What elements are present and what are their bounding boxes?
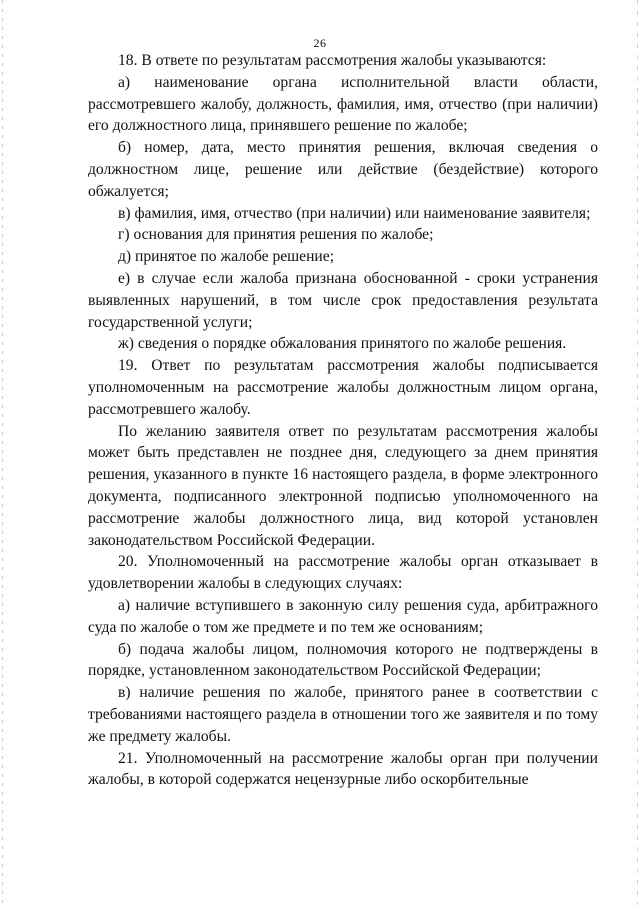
- paragraph-21: 21. Уполномоченный на рассмотрение жалобы орган при получении жалобы, в которой содержатся нецензурные либо оскорбительные: [88, 749, 598, 789]
- paragraph-18-d: д) принятое по жалобе решение;: [118, 248, 335, 266]
- page-number: 26: [313, 36, 327, 50]
- scan-edge-right: [637, 0, 638, 905]
- paragraph-20-heading: 20. Уполномоченный на рассмотрение жалобы орган отказывает в удовлетворении жалобы в следующих случаях:: [88, 553, 598, 593]
- paragraph-18-b: б) номер, дата, место принятия решения, включая сведения о должностном лице, решение или действие (бездействие) которого обжалуется;: [88, 139, 598, 200]
- paragraph-18-g: г) основания для принятия решения по жалобе;: [118, 226, 434, 244]
- paragraph-19-electronic: По желанию заявителя ответ по результатам рассмотрения жалобы может быть представлен не позднее дня, следующего за днем принятия решения, указанного в пункте 16 настоящего раздела, в форме электронного документа, подписанного электронной подписью уполномоченного на рассмотрение жалобы должностного лица, вид которой установлен законодательством Российской Федерации.: [88, 422, 598, 549]
- paragraph-20-a: а) наличие вступившего в законную силу решения суда, арбитражного суда по жалобе о том же предмете и по тем же основаниям;: [88, 596, 598, 636]
- paragraph-18-a: а) наименование органа исполнительной власти области, рассмотревшего жалобу, должность, фамилия, имя, отчество (при наличии) его должностного лица, принявшего решение по жалобе;: [88, 73, 598, 135]
- paragraph-18-heading: 18. В ответе по результатам рассмотрения жалобы указываются:: [118, 52, 547, 69]
- paragraph-20-v: в) наличие решения по жалобе, принятого ранее в соответствии с требованиями настоящего раздела в отношении того же заявителя и по тому же предмету жалобы.: [88, 684, 598, 745]
- paragraph-18-v: в) фамилия, имя, отчество (при наличии) или наименование заявителя;: [118, 204, 591, 222]
- document-body: [88, 50, 598, 791]
- scan-edge-left: [2, 0, 3, 905]
- paragraph-18-e: е) в случае если жалоба признана обоснованной - сроки устранения выявленных нарушений, в том числе срок предоставления результата государственной услуги;: [88, 269, 598, 331]
- paragraph-18-zh: ж) сведения о порядке обжалования принятого по жалобе решения.: [118, 335, 567, 353]
- paragraph-20-b: б) подача жалобы лицом, полномочия которого не подтверждены в порядке, установленном законодательством Российской Федерации;: [88, 640, 598, 680]
- paragraph-19: 19. Ответ по результатам рассмотрения жалобы подписывается уполномоченным на рассмотрение жалобы должностным лицом органа, рассмотревшего жалобу.: [88, 357, 598, 418]
